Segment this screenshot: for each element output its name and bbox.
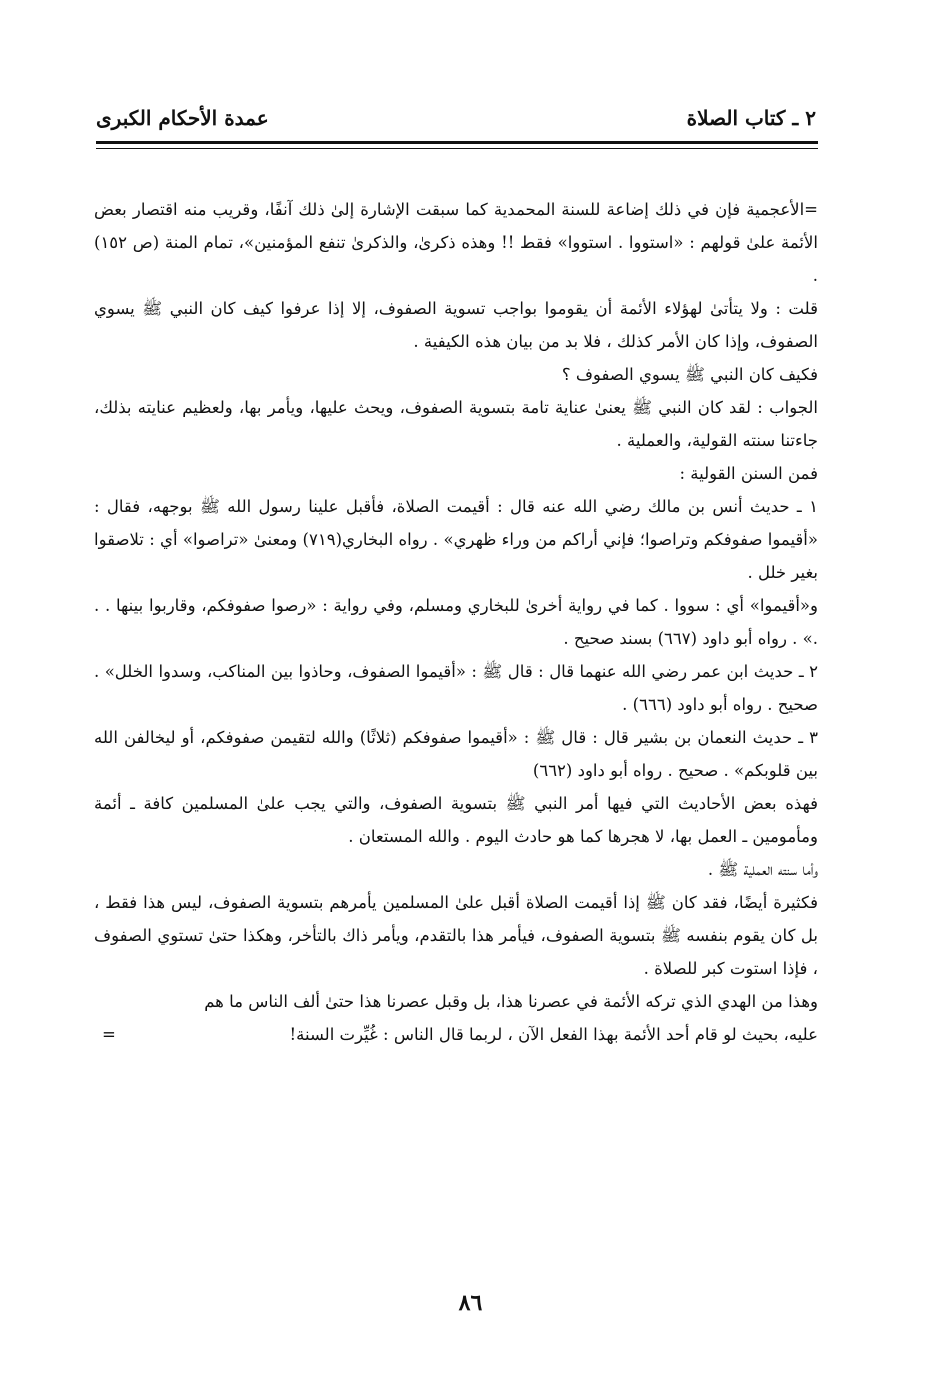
paragraph-9: ٣ ـ حديث النعمان بن بشير قال : قال ﷺ : «أقيموا صفوفكم (ثلاثًا) والله لتقيمن صفوفكم، أو ليخالفن الله بين قلوبكم» . صحيح . رواه أبو داود (٦٦٢): [94, 728, 818, 780]
paragraph-10: فهذه بعض الأحاديث التي فيها أمر النبي ﷺ بتسوية الصفوف، والتي يجب علىٰ المسلمين كافة ـ أئمة ومأمومين ـ العمل بها، لا هجرها كما هو حادث اليوم . والله المستعان .: [94, 794, 818, 846]
paragraph-12: فكثيرة أيضًا، فقد كان ﷺ إذا أقيمت الصلاة أقبل علىٰ المسلمين يأمرهم بتسوية الصفوف، ليس هذا فقط ، بل كان يقوم بنفسه ﷺ بتسوية الصفوف، فيأمر هذا بالتقدم، ويأمر ذاك بالتأخر، وهكذا حتىٰ تستوي الصفوف ، فإذا استوت كبر للصلاة .: [94, 893, 818, 978]
paragraph-3: فكيف كان النبي ﷺ يسوي الصفوف ؟: [561, 365, 818, 384]
book-title: عمدة الأحكام الكبرى: [96, 106, 269, 130]
paragraph-13-line-2: [94, 1018, 818, 1051]
page-body: [94, 193, 818, 1051]
paragraph-7: و«أقيموا» أي : سووا . كما في رواية أخرىٰ للبخاري ومسلم، وفي رواية : «رصوا صفوفكم، وقاربوا بينها . . .» . رواه أبو داود (٦٦٧) بسند صحيح .: [94, 596, 818, 648]
running-header: [96, 100, 816, 140]
page-number: ٨٦: [458, 1290, 483, 1316]
paragraph-1: =الأعجمية فإن في ذلك إضاعة للسنة المحمدية كما سبقت الإشارة إلىٰ ذلك آنفًا، وقريب منه اقتصار بعض الأئمة علىٰ قولهم : «استووا . استووا» فقط !! وهذه ذكرىٰ، والذكرىٰ تنفع المؤمنين»، تمام المنة (ص ١٥٢) .: [94, 200, 818, 285]
paragraph-4: الجواب : لقد كان النبي ﷺ يعنىٰ عناية تامة بتسوية الصفوف، ويحث عليها، ويأمر بها، ولعظيم عنايته بذلك، جاءتنا سنته القولية، والعملية .: [94, 398, 818, 450]
paragraph-8: ٢ ـ حديث ابن عمر رضي الله عنهما قال : قال ﷺ : «أقيموا الصفوف، وحاذوا بين المناكب، وسدوا الخلل» . صحيح . رواه أبو داود (٦٦٦) .: [94, 662, 818, 714]
chapter-title: ٢ ـ كتاب الصلاة: [686, 106, 816, 130]
paragraph-6: ١ ـ حديث أنس بن مالك رضي الله عنه قال : أقيمت الصلاة، فأقبل علينا رسول الله ﷺ بوجهه، فقال : «أقيموا صفوفكم وتراصوا؛ فإني أراكم من وراء ظهري» . رواه البخاري(٧١٩) ومعنىٰ «تراصوا» أي : تلاصقوا بغير خلل .: [94, 497, 818, 582]
paragraph-2: قلت : ولا يتأتىٰ لهؤلاء الأئمة أن يقوموا بواجب تسوية الصفوف، إلا إذا عرفوا كيف كان النبي ﷺ يسوي الصفوف، وإذا كان الأمر كذلك ، فلا بد من بيان هذه الكيفية .: [94, 299, 818, 351]
paragraph-13-line-1: وهذا من الهدي الذي تركه الأئمة في عصرنا هذا، بل وقبل عصرنا هذا حتىٰ ألف الناس ما هم: [204, 992, 818, 1011]
last-line-text: عليه، بحيث لو قام أحد الأئمة بهذا الفعل الآن ، لربما قال الناس : غُيِّرت السنة!: [289, 1025, 818, 1044]
continuation-mark: =: [102, 1025, 116, 1044]
paragraph-5: فمن السنن القولية :: [679, 464, 818, 483]
header-rule-thick: [96, 141, 818, 144]
header-rule-thin: [96, 148, 818, 149]
paragraph-11: وأما سنته العملية ﷺ .: [707, 860, 818, 879]
